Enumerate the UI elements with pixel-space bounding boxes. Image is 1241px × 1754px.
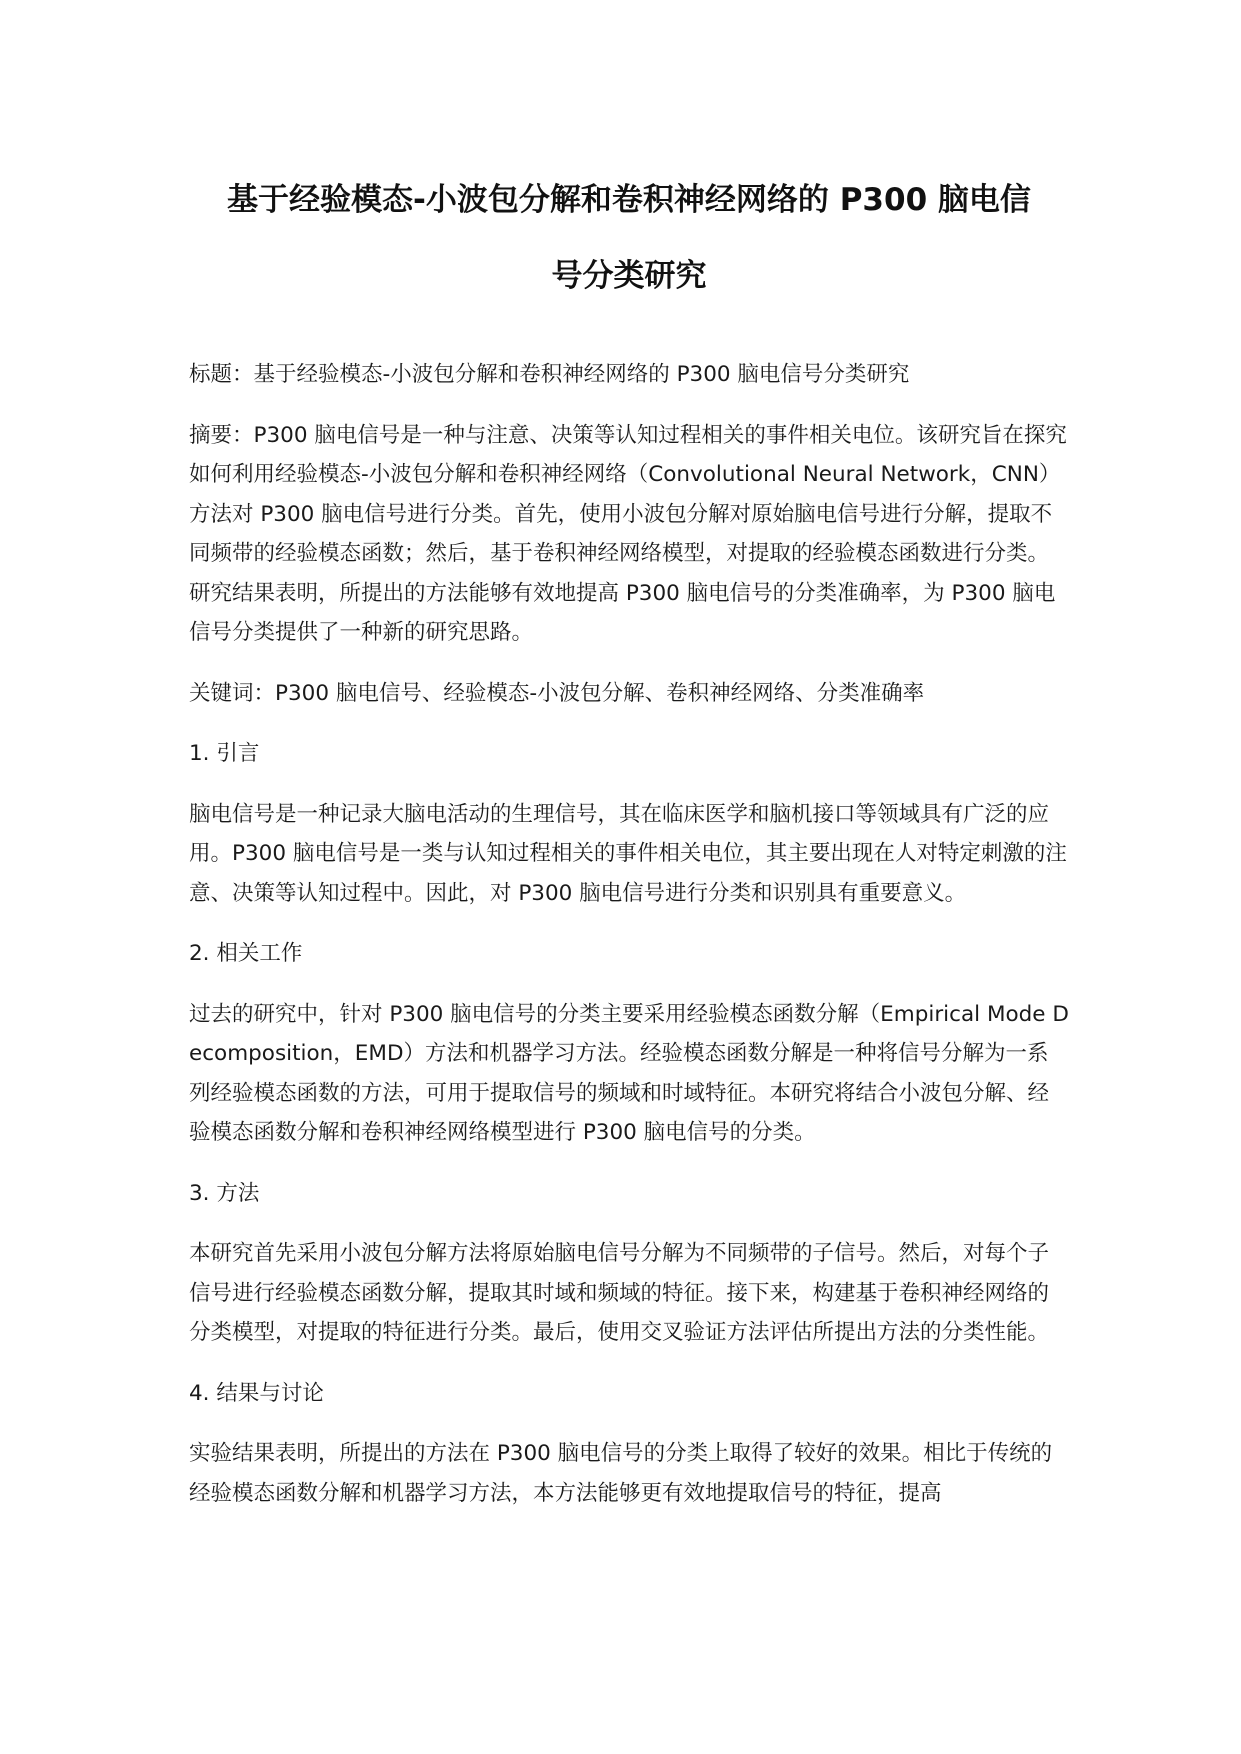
document-body (189, 355, 1069, 1534)
section-heading-introduction: 1. 引言 (189, 741, 260, 766)
document-title (189, 162, 1069, 314)
section-heading-method: 3. 方法 (189, 1180, 260, 1206)
section-text-related-work: 过去的研究中，针对 P300 脑电信号的分类主要采用经验模态函数分解（Empirical Mode Decomposition，EMD）方法和机器学习方法。经验模态函数分解是一种将信号分解为一系列经验模态函数的方法，可用于提取信号的频域和时域特征。本研究将结合小波包分解、经验模态函数分解和卷积神经网络模型进行 P300 脑电信号的分类。 (189, 1001, 1069, 1145)
title-line-1: 基于经验模态-小波包分解和卷积神经网络的 P300 脑电信 (227, 182, 1031, 218)
title-paragraph: 标题：基于经验模态-小波包分解和卷积神经网络的 P300 脑电信号分类研究 (189, 362, 910, 387)
section-text-introduction: 脑电信号是一种记录大脑电活动的生理信号，其在临床医学和脑机接口等领域具有广泛的应用。P300 脑电信号是一类与认知过程相关的事件相关电位，其主要出现在人对特定刺激的注意、决策等认知过程中。因此，对 P300 脑电信号进行分类和识别具有重要意义。 (189, 801, 1067, 906)
section-text-method: 本研究首先采用小波包分解方法将原始脑电信号分解为不同频带的子信号。然后，对每个子信号进行经验模态函数分解，提取其时域和频域的特征。接下来，构建基于卷积神经网络的分类模型，对提取的特征进行分类。最后，使用交叉验证方法评估所提出方法的分类性能。 (189, 1241, 1050, 1345)
abstract-paragraph: 摘要：P300 脑电信号是一种与注意、决策等认知过程相关的事件相关电位。该研究旨在探究如何利用经验模态-小波包分解和卷积神经网络（Convolutional Neural Network，CNN）方法对 P300 脑电信号进行分类。首先，使用小波包分解对原始脑电信号进行分解，提取不同频带的经验模态函数；然后，基于卷积神经网络模型，对提取的经验模态函数进行分类。研究结果表明，所提出的方法能够有效地提高 P300 脑电信号的分类准确率，为 P300 脑电信号分类提供了一种新的研究思路。 (189, 422, 1067, 645)
section-text-results: 实验结果表明，所提出的方法在 P300 脑电信号的分类上取得了较好的效果。相比于传统的经验模态函数分解和机器学习方法，本方法能够更有效地提取信号的特征，提高 (189, 1441, 1053, 1506)
title-line-2: 号分类研究 (551, 258, 707, 294)
keywords-paragraph: 关键词：P300 脑电信号、经验模态-小波包分解、卷积神经网络、分类准确率 (189, 680, 925, 706)
section-heading-results: 4. 结果与讨论 (189, 1380, 324, 1406)
section-heading-related-work: 2. 相关工作 (189, 941, 303, 966)
